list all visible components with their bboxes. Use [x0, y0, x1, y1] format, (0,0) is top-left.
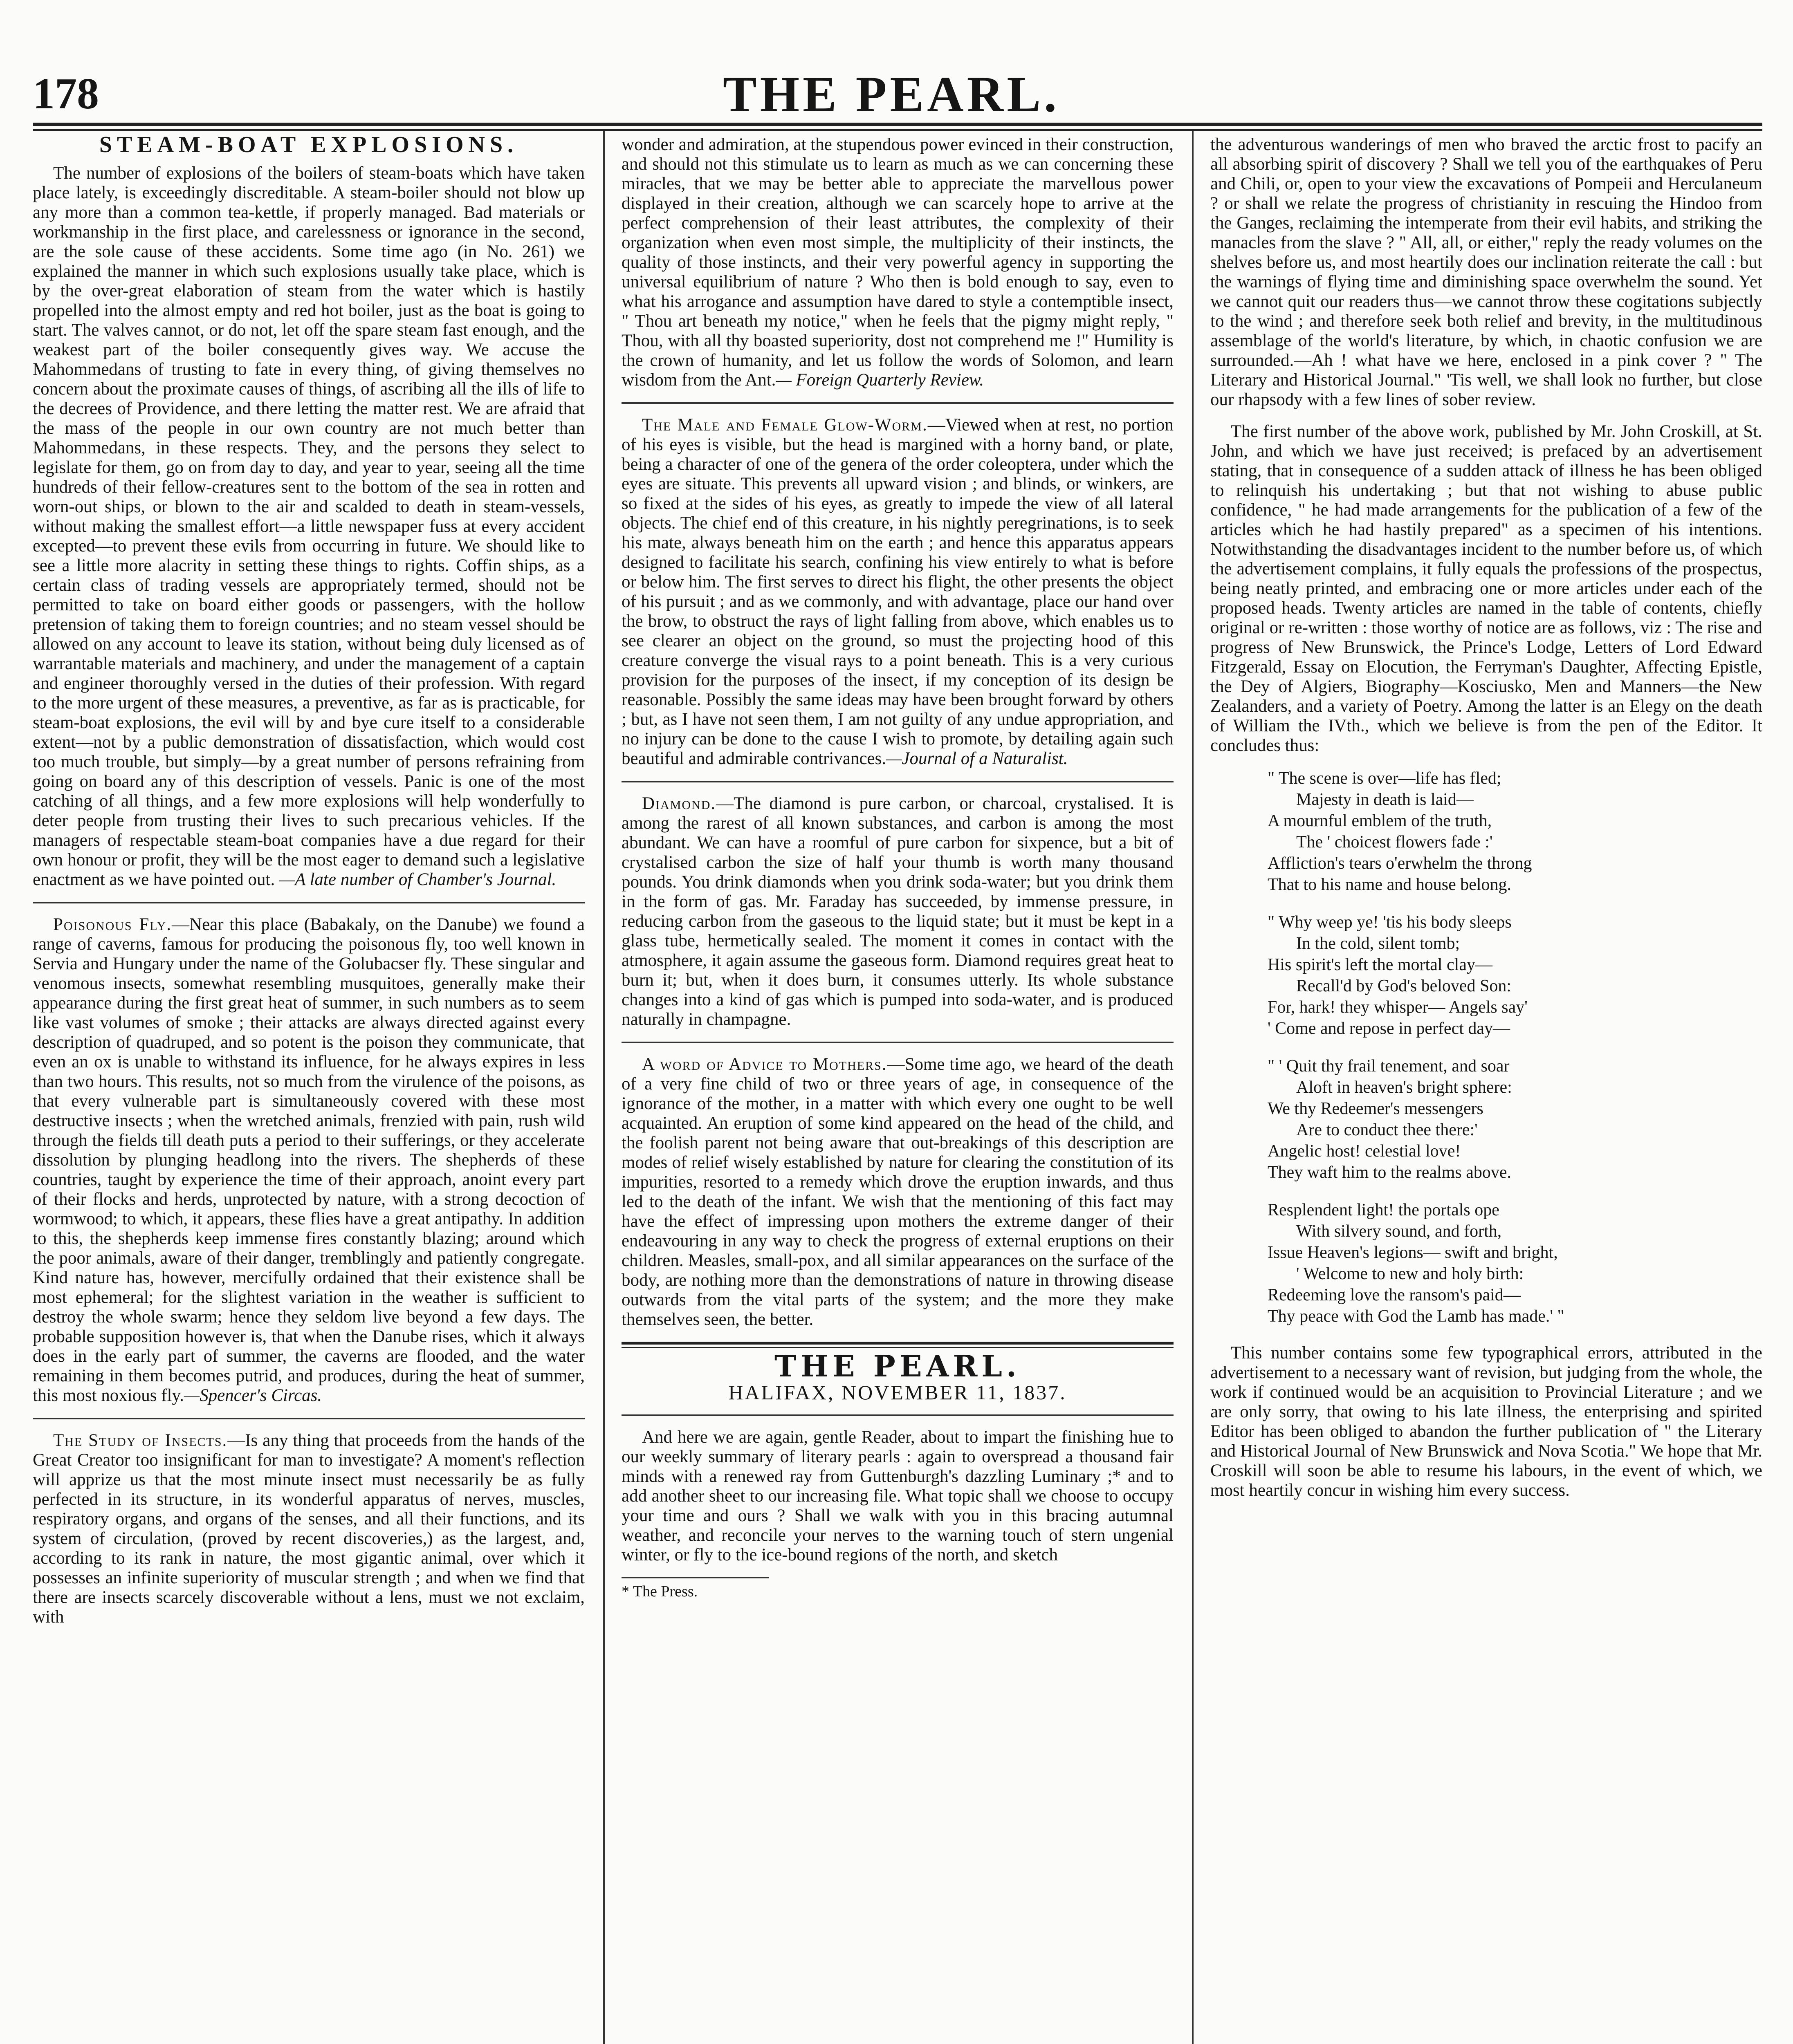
masthead-rule	[33, 123, 1762, 131]
divider	[622, 1414, 1174, 1416]
column-3	[1210, 135, 1762, 1513]
article-text: wonder and admiration, at the stupendous power evinced in their construction, and should not this stimulate us to learn as much as we can concerning these miracles, that we may be better able to appreciate the marvellous power displayed in their creation, although we can scarcely hope to arrive at the perfect comprehension of their least attributes, the complexity of their organization when even most simple, the multiplicity of their instincts, the quality of those instincts, and their very powerful agency in supporting the universal equilibrium of nature ? Who then is bold enough to say, even to what his arrogance and assumption have dared to style a contemptible insect, " Thou art beneath my notice," when he feels that the pigmy might reply, " Thou, with all thy boasted superiority, dost not comprehend me !" Humility is the crown of humanity, and let us follow the words of Solomon, and learn wisdom from the Ant.	[622, 135, 1174, 390]
poem-line: " Why weep ye! 'tis his body sleeps	[1268, 913, 1512, 932]
section-heading: THE PEARL.	[774, 1349, 1021, 1383]
article-source: —A late number of Chamber's Journal.	[279, 870, 557, 889]
poem-line: Issue Heaven's legions— swift and bright,	[1268, 1243, 1558, 1262]
poem-stanza	[1268, 1199, 1762, 1327]
article-source: — Foreign Quarterly Review.	[776, 370, 984, 390]
article-title: Poisonous Fly.	[53, 915, 172, 934]
poem-stanza	[1268, 1056, 1762, 1183]
article-title: Diamond.	[642, 794, 716, 813]
section-rule	[622, 1342, 1174, 1348]
poem-line: " The scene is over—life has fled;	[1268, 769, 1501, 788]
poem-line: Majesty in death is laid—	[1296, 790, 1474, 809]
poem	[1268, 768, 1762, 1327]
poem-line: In the cold, silent tomb;	[1296, 934, 1460, 953]
review-paragraph: This number contains some few typographical errors, attributed in the advertisement to a necessary want of revision, but judging from the whole, the work if continued would be an acquisition to Provincial Literature ; and we are only sorry, that owing to his late illness, the enterprising and spirited Editor has been obliged to abandon the further publication of " the Literary and Historical Journal of New Brunswick and Nova Scotia." We hope that Mr. Croskill will soon be able to resume his labours, in the event of which, we most heartily concur in wishing him every success.	[1210, 1343, 1762, 1500]
column-divider	[1192, 131, 1194, 2044]
article-paragraph	[622, 135, 1174, 390]
article-text: —The diamond is pure carbon, or charcoal, crystalised. It is among the rarest of all known substances, and carbon is among the most abundant. We can have a roomful of pure carbon for sixpence, but a bit of crystalised carbon the size of half your thumb is worth many thousand pounds. You drink diamonds when you drink soda-water; but you drink them in the form of gas. Mr. Faraday has succeeded, by immense pressure, in reducing carbon from the gaseous to the liquid state; but it must be kept in a glass tube, hermetically sealed. The moment it comes in contact with the atmosphere, it again assume the gaseous form. Diamond requires great heat to burn it; but, when it does burn, it consumes utterly. Its whole substance changes into a kind of gas which is pumped into soda-water, and is produced naturally in champagne.	[622, 794, 1174, 1029]
article-source: —Spencer's Circas.	[184, 1386, 322, 1405]
article-text: —Some time ago, we heard of the death of a very fine child of two or three years of age, in consequence of the ignorance of the mother, in a matter with which every one ought to be well acquainted. An eruption of some kind appeared on the head of the child, and the foolish parent not being aware that out-breakings of this description are modes of relief wisely established by nature for clearing the constitution of its impurities, resorted to a remedy which drove the eruption inwards, and thus led to the death of the infant. We wish that the mentioning of this fact may have the effect of impressing upon mothers the extreme danger of their endeavouring in any way to check the progress of external eruptions on their children. Measles, small-pox, and all similar appearances on the surface of the body, are nothing more than the demonstrations of nature in throwing disease outwards from the vital parts of the system; and the more they make themselves seen, the better.	[622, 1055, 1174, 1329]
dateline: HALIFAX, NOVEMBER 11, 1837.	[728, 1381, 1067, 1404]
article-title: A word of Advice to Mothers.	[642, 1055, 887, 1074]
poem-line: A mournful emblem of the truth,	[1268, 811, 1492, 830]
article-paragraph	[622, 415, 1174, 769]
article-paragraph	[622, 794, 1174, 1029]
article-paragraph	[622, 1055, 1174, 1329]
poem-line: Recall'd by God's beloved Son:	[1296, 977, 1512, 995]
column-1	[33, 132, 585, 1639]
article-paragraph	[33, 1431, 585, 1627]
column-divider	[603, 131, 605, 2044]
page-number: 178	[33, 69, 99, 118]
article-title: The Male and Female Glow-Worm.	[642, 415, 928, 435]
poem-line: His spirit's left the mortal clay—	[1268, 955, 1492, 974]
divider	[622, 402, 1174, 404]
poem-line: Are to conduct thee there:'	[1296, 1121, 1478, 1139]
newspaper-title: THE PEARL.	[723, 66, 1060, 122]
article-text: —Is any thing that proceeds from the hands of the Great Creator too insignificant for man to investigate? A moment's reflection will apprize us that the most minute insect must necessarily be as fully perfected in its structure, in its wonderful apparatus of nerves, muscles, respiratory organs, and organs of the senses, and all their functions, and its system of circulation, (proved by recent discoveries,) as the largest, and, according to its rank in nature, the most gigantic animal, over which it possesses an infinite superiority of muscular strength ; and when we find that there are insects scarcely discoverable without a lens, must we not exclaim, with	[33, 1431, 585, 1627]
poem-line: Affliction's tears o'erwhelm the throng	[1268, 854, 1532, 873]
poem-line: Redeeming love the ransom's paid—	[1268, 1286, 1521, 1304]
poem-line: ' Welcome to new and holy birth:	[1296, 1264, 1524, 1283]
poem-line: That to his name and house belong.	[1268, 875, 1512, 894]
editorial-paragraph: And here we are again, gentle Reader, about to impart the finishing hue to our weekly summary of literary pearls : again to overspread a thousand fair minds with a renewed ray from Guttenburgh's dazzling Luminary ;* and to add another sheet to our increasing file. What topic shall we choose to occupy your time and ours ? Shall we walk with you in this bracing autumnal weather, and reconcile your nerves to the warning touch of stern ungenial winter, or fly to the ice-bound regions of the north, and sketch	[622, 1428, 1174, 1564]
footnote: * The Press.	[622, 1577, 769, 1601]
poem-stanza	[1268, 768, 1762, 895]
article-paragraph	[33, 164, 585, 890]
poem-line: " ' Quit thy frail tenement, and soar	[1268, 1057, 1510, 1076]
poem-line: We thy Redeemer's messengers	[1268, 1099, 1483, 1118]
poem-line: ' Come and repose in perfect day—	[1268, 1019, 1510, 1038]
article-text: The number of explosions of the boilers of steam-boats which have taken place lately, is exceedingly discreditable. A steam-boiler should not blow up any more than a common tea-kettle, if properly managed. Bad materials or workmanship in the first place, and carelessness or ignorance in the second, are the sole cause of these accidents. Some time ago (in No. 261) we explained the manner in which such explosions usually take place, which is by the over-great elaboration of steam from the water which is hastily propelled into the almost empty and red hot boiler, just as the boat is going to start. The valves cannot, or do not, let off the spare steam fast enough, and the weakest part of the boiler consequently gives way. We accuse the Mahommedans of trusting to fate in every thing, of giving themselves no concern about the proximate causes of things, of ascribing all the ills of life to the decrees of Providence, and there letting the matter rest. We are afraid that the mass of the people in our own country are not much better than Mahommedans, in these respects. They, and the persons they select to legislate for them, go on from day to day, and year to year, seeing all the time hundreds of their fellow-creatures sent to the bottom of the sea in rotten and worn-out ships, or blown to the air and scalded to death in steam-vessels, without making the smallest effort—a little newspaper fuss at every accident excepted—to prevent these evils from occurring in future. We should like to see a little more alacrity in setting these things to rights. Coffin ships, as a certain class of trading vessels are appropriately termed, should not be permitted to take on board either goods or passengers, with the hollow pretension of taking them to foreign countries; and no steam vessel should be allowed on any account to leave its station, without being duly licensed as of warrantable materials and machinery, and under the management of a captain and engineer thoroughly versed in the duties of their profession. With regard to the more urgent of these measures, a preventive, as far as is practicable, for steam-boat explosions, the evil will by and bye cure itself to a considerable extent—not by a public demonstration of dissatisfaction, which would cost too much trouble, but simply—by a great number of persons refraining from going on board any of this description of vessels. Panic is one of the most catching of all things, and a few more explosions will help wonderfully to deter people from trusting their lives to such precarious vehicles. If the managers of respectable steam-boat companies have a due regard for their own honour or profit, they will be the most eager to demand such a legislative enactment as we have pointed out.	[33, 164, 585, 889]
poem-line: Thy peace with God the Lamb has made.' "	[1268, 1307, 1564, 1326]
poem-line: With silvery sound, and forth,	[1296, 1222, 1502, 1241]
poem-line: The ' choicest flowers fade :'	[1296, 833, 1493, 852]
article-source: —Journal of a Naturalist.	[886, 749, 1068, 768]
review-paragraph: The first number of the above work, published by Mr. John Croskill, at St. John, and which we have just received; is prefaced by an advertisement stating, that in consequence of a sudden attack of illness he has been obliged to relinquish his undertaking ; but that not wishing to abuse public confidence, " he had made arrangements for the publication of a few of the articles which he had hastily prepared" as a specimen of his intentions. Notwithstanding the disadvantages incident to the number before us, of which the advertisement complains, it fully equals the professions of the prospectus, being neatly printed, and embracing one or more articles under each of the proposed heads. Twenty articles are named in the table of contents, chiefly original or re-written : those worthy of notice are as follows, viz : The rise and progress of New Brunswick, the Prince's Lodge, Letters of Lord Edward Fitzgerald, Essay on Elocution, the Ferryman's Daughter, Affecting Epistle, the Dey of Algiers, Biography—Kosciusko, Men and Manners—the New Zealanders, and a variety of Poetry. Among the latter is an Elegy on the death of William the IVth., which we believe is from the pen of the Editor. It concludes thus:	[1210, 422, 1762, 755]
poem-stanza	[1268, 912, 1762, 1039]
divider	[622, 1042, 1174, 1043]
poem-line: For, hark! they whisper— Angels say'	[1268, 998, 1528, 1017]
editorial-paragraph: the adventurous wanderings of men who braved the arctic frost to pacify an all absorbing spirit of discovery ? Shall we tell you of the earthquakes of Peru and Chili, or, open to your view the excavations of Pompeii and Herculaneum ? or shall we relate the progress of christianity in rescuing the Hindoo from the Ganges, reclaiming the intemperate from their evil habits, and striking the manacles from the slave ? " All, all, or either," reply the ready volumes on the shelves before us, and most heartily does our inclination reiterate the call : but the warnings of flying time and diminishing space overwhelm the sound. Yet we cannot quit our readers thus—we cannot throw these cogitations subjectly to the wind ; and therefore seek both relief and brevity, in the multitudinous assemblage of the world's literature, by which, in chaotic confusion we are surrounded.—Ah ! what have we here, enclosed in a pink cover ? " The Literary and Historical Journal." 'Tis well, we shall look no further, but close our rhapsody with a few lines of sober review.	[1210, 135, 1762, 409]
article-text: —Near this place (Babakaly, on the Danube) we found a range of caverns, famous for producing the poisonous fly, too well known in Servia and Hungary under the name of the Golubacser fly. These singular and venomous insects, somewhat resembling musquitoes, generally make their appearance during the first great heat of summer, in such numbers as to seem like vast volumes of smoke ; their attacks are always directed against every description of quadruped, and so potent is the poison they communicate, that even an ox is unable to withstand its influence, for he always expires in less than two hours. This results, not so much from the virulence of the poisons, as that every vulnerable part is simultaneously covered with these most destructive insects ; when the wretched animals, frenzied with pain, rush wild through the fields till death puts a period to their sufferings, or they accelerate dissolution by plunging headlong into the rivers. The shepherds of these countries, taught by experience the time of their approach, anoint every part of their flocks and herds, unprotected by nature, with a strong decoction of wormwood; to which, it appears, these flies have a great antipathy. In addition to this, the shepherds keep immense fires constantly blazing; around which the poor animals, aware of their danger, tremblingly and patiently congregate. Kind nature has, however, mercifully ordained that their existence shall be most ephemeral; for the slightest variation in the weather is sufficient to destroy the whole swarm; hence they seldom live beyond a few days. The probable supposition however is, that when the Danube rises, which it always does in the early part of summer, the caverns are flooded, and the water remaining in them becomes putrid, and produces, during the heat of summer, this most noxious fly.	[33, 915, 585, 1405]
divider	[33, 902, 585, 903]
poem-line: They waft him to the realms above.	[1268, 1163, 1511, 1182]
column-2	[622, 135, 1174, 1601]
masthead	[33, 61, 1762, 123]
article-heading: STEAM-BOAT EXPLOSIONS.	[99, 132, 518, 157]
poem-line: Resplendent light! the portals ope	[1268, 1201, 1499, 1219]
article-title: The Study of Insects.	[53, 1431, 228, 1450]
divider	[622, 781, 1174, 782]
poem-line: Aloft in heaven's bright sphere:	[1296, 1078, 1512, 1097]
poem-line: Angelic host! celestial love!	[1268, 1142, 1461, 1161]
divider	[33, 1418, 585, 1419]
article-text: —Viewed when at rest, no portion of his eyes is visible, but the head is margined with a horny band, or plate, being a character of one of the genera of the order coleoptera, under which the eyes are situate. This prevents all upward vision ; and blinds, or winkers, are so fixed at the sides of his eyes, as greatly to impede the view of all lateral objects. The chief end of this creature, in his nightly peregrinations, is to seek his mate, always beneath him on the earth ; and hence this apparatus appears designed to facilitate his search, confining his view entirely to what is before or below him. The first serves to direct his flight, the other presents the object of his pursuit ; and as we commonly, and with advantage, place our hand over the brow, to obstruct the rays of light falling from above, which enables us to see clearer an object on the ground, so must the projecting hood of this creature converge the visual rays to a point beneath. This is a very curious provision for the purposes of the insect, if my conception of its design be reasonable. Possibly the same ideas may have been brought forward by others ; but, as I have not seen them, I am not guilty of any undue appropriation, and no injury can be done to the cause I wish to promote, by detailing again such beautiful and admirable contrivances.	[622, 415, 1174, 768]
article-paragraph	[33, 915, 585, 1405]
